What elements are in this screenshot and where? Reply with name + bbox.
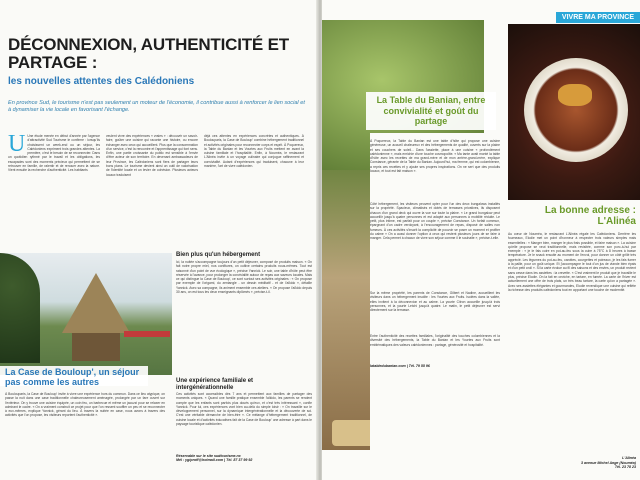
plate-shape [524,58,628,162]
box-bien-title: Bien plus qu'un hébergement [176,252,261,258]
alinea-address-block [508,456,636,470]
banian-title: La Table du Banian, entre convivialité et goût du partage [376,95,486,126]
garnish-shape [558,84,592,106]
left-page [0,0,318,480]
tree-shape [0,253,40,363]
hut-base [72,333,120,361]
case-caption-box [0,366,148,386]
box-bien [176,252,312,374]
box-bien-text: Ici, la nuitée s'accompagne toujours d'un petit déjeuner, composé de produits maison. « On fait notre propre miel, nos confitures, on cultive certains produits nous-mêmes. Tout est raisonné d'un point de vue écologique », précise Yannick. Le soir, une table d'hôte peut être réservée à l'avance, pour prolonger la convivialité autour de repas aux saveurs locales. Mais ce qui distingue la Case de Bouloup', ce sont surtout ses activités originales : « On propose par exemple de l'origami, du zentangle - un dessin méditatif - et de l'aïkido », détaille Yannick. Avec sa compagne, ils animent ensemble ces ateliers. « On propose l'aïkido depuis 30 ans, on est tous les deux enseignants diplômés », précise-t-il. [176,260,312,295]
alinea-sign: L'Alinéa [622,456,636,460]
box-familiale [176,378,312,478]
alinea-text: Au cœur de Nouméa, le restaurant L'Alinéa régale les Calédoniens. Derrière les fourneaux, Elodie met un point d'honneur à respecter trois valeurs simples mais essentielles : « Manger bien, manger le plus frais possible, et faire maison ». La cuisine qu'elle propose se veut traditionnelle, mais revisitée, comme son porc-à-hui par exemple : « je le fais cuire en pot-au-feu sous la cuire à 75°C à 8 heures à basse température. Je le snack ensuite au moment de l'envoi, pour donner un côté grillé très apprécié. Les légumes du pot-au-feu, carottes, courgettes et poireaux, je les fais fumer à la paille, pour un goût unique. Et j'accompagne le tout d'un jus de viande bien épais et d'un petit croll ». Si la carte évolue au fil des saisons et des envies, un produit revient sans cesse dans les assiettes : la crevette. « C'est vraiment le produit que je travaille le plus, précise Elodie. On la fait en ceviche, en tartare, en fumée. La carte de l'hiver est actuellement une offre de trois plats, un très beau tartare, la carte qu'on a partagée ». Avec ses assiettes élégantes et gourmandes, Elodie revendique une cuisine qui reflète la richesse des produits calédoniens tout en apportant une touche de modernité. [508,232,636,292]
article-col-1: U Une étude menée en début d'année par l'agence d'attractivité Sud Tourisme le confirme : lorsqu'ils choisissent un week-end ou un séjour, les Calédoniens expriment trois grandes attentes. La première, c'est le besoin de se reconnecter. Dans un quotidien rythmé par le travail et les obligations, les escapades sont des moments précieux qui permettent de se retrouver en famille, de ralentir et de renouer avec la nature. Vient ensuite la recherche d'authenticité. Les habitants [8,134,100,173]
banian-title-box [366,92,496,130]
banian-text-2: Côté hébergement, les visiteurs peuvent opter pour l'un des deux bungalows installés sur la propriété. Spacieux, climatisés et dotés de terrasses privatives, ils disposent chacun d'un grand deck qui ouvre la vue sur toute la plaine. « Le grand bungalow peut accueillir jusqu'à quatre personnes et est adapté aux personnes à mobilité réduite. Le petit, plus intime, est parfait pour un couple », précise Constance. Un forfait commun, épargnant d'un cadre verdoyant, à l'encouragement de repas, disposé de salles non fumeurs. À ces activités s'inscrit la complicité de pouvoir se poser un moment et profiter du calme « On a aussi donner l'option à ceux qui restent plusieurs jours de se faire à manger. Cela permet à chacun de vivre son séjour comme il le souhaite », précise-t-elle. [370,202,500,241]
hut-roof [62,273,130,333]
alinea-photo [508,24,640,200]
alinea-title: La bonne adresse : L'Alinéa [544,205,636,227]
box-familiale-reserve: Réservable sur le site sudtourisme.nc [176,454,241,458]
cloth-strip [124,331,170,337]
article-col-2: veulent vivre des expériences « vraies » : découvrir un savoir-faire, goûter une cuisine qui raconte une histoire, ou encore échanger avec ceux qui accueillent. Plus que la consommation d'un service, c'est la rencontre et l'apprentissage qui font sens. Enfin, une partie croissante du public est sensible à l'envie d'être acteur de son territoire. En devenant ambassadeurs de leur Province, les Calédoniens sont fiers de partager leurs bons plans. Le tourisme devient ainsi un outil de valorisation de l'identité locale et un levier de cohésion. Plusieurs acteurs locaux traduisent [106,134,198,177]
drop-cap: U [8,134,26,157]
article-col-3: déjà ces attentes en expériences concrètes et authentiques. À Boulouparis, la Case de Bouloup' combine hébergement traditionnel et activités originales pour reconnecter corps et esprit. À Poquereux, la Table du Banian et les Vourtes aux Fruits mettent en avant la cuisine familiale et l'hospitalité. Enfin, à Nouméa, le restaurant L'Alinéa invite à un voyage culinaire qui conjugue raffinement et convivialité. Autant d'expériences qui traduisent, chacune à leur manière, l'art de vivre calédonien. [204,134,304,169]
article-title: DÉCONNEXION, AUTHENTICITÉ ET PARTAGE : [8,35,289,72]
article-subtitle: les nouvelles attentes des Calédoniens [8,76,195,87]
banian-text-1: À Poquereux, la Table du Banian est une table d'hôte qui propose une cuisine généreuse, un accueil chaleureux et des hébergements de qualité, ouverts sur la plaine et ses couchers de soleil... Dans l'assiette, place à une cuisine « profondément calédonienne », mais enrichie d'une touche cosmopolite. « Ma tante avait monté la table d'hôte avec les recettes de ma grand-mère et de mon arrière-grand-mère, explique Constance, gérante de la Table du Banian. Aujourd'hui, ma femme, qui est colombienne, a repris ces recettes et y ajoute ses propres inspirations. On ne sert que des produits locaux, et tout est fait maison ». [370,139,500,174]
banian-contact: latabledubanian.com | Tél. 79 55 96 [370,364,430,368]
case-photo [0,253,172,375]
case-text: À Boulouparis, la Case de Bouloup' invite à vivre une expérience hors du commun. Dans ce lieu atypique, on passe la nuit dans une case traditionnelle chaleureusement aménagée, prolongée par un fare ouvert sur l'extérieur. On y trouve une cuisine équipée, un coin feu, un barbecue et même un jacuzzi pour se relaxer en admirant le cadre. « On a vraiment construit ce projet pour que l'on ressent souffler un peu et se reconnecter à eux-mêmes, explique Yannick, gérant du lieu. À travers la nuitée en case, nous avons à travers des activités que l'on propose, les visiteurs reportent l'authenticité ». [5,392,165,418]
box-familiale-title: Une expérience familiale et intergénérationnelle [176,378,254,391]
banian-text-col [370,133,500,478]
section-tag: VIVRE MA PROVINCE [556,12,640,23]
alinea-phone: Tél. 23 78 23 [614,465,636,470]
case-title: La Case de Bouloup', un séjour pas comme les autres [5,367,140,387]
box-familiale-contact: Mél : ygiproff@hotmail.com | Tél. 87 37 99 92 [176,458,253,462]
box-familiale-text: Ces activités sont accessibles dès 7 ans et permettent aux familles de partager des moments uniques. « Quand une famille pratique ensemble l'aïkido, les parents se rendent compte que les enfants sont parfois plus doués qu'eux, et c'est très intéressant », confie Yannick. Pour lui, ces expériences vont bien au-delà du simple loisir : « On travaille sur le développement personnel, sur la dynamique intergénérationnelle et la découverte de soi. C'est une véritable démarche de bien-être ». Ce mélange d'hébergement traditionnel, de cuisine locale et d'activités éducatives fait de la Case de Bouloup' une adresse à part dans le paysage touristique calédonien. [176,392,312,427]
banian-text-4: Entre l'authenticité des recettes familiales, l'originalité des touches colombiennes et la diversité des hébergements, la Table du Banian et les Yourtes aux Fruits sont emblématiques des valeurs calédoniennes : partage, générosité et hospitalité. [370,334,500,347]
article-lead: En province Sud, le tourisme n'est pas seulement un moteur de l'économie, il contribue aussi à renforcer le lien social et à dynamiser la vie locale en favorisant l'échange. [8,100,305,113]
right-page [322,0,640,480]
alinea-address: 3 avenue Michel Ange (Nouméa) [581,460,636,465]
banian-text-3: Sur la même propriété, les parents de Constance, Gilbert et Nadine, accueillent les visiteurs dans un hébergement insolite : les Yourtes aux Fruits. Isolées dans la vallée, elles invitent à la déconnexion et au calme. La yourte Citron accueille jusqu'à trois personnes, et la yourte Letchi jusqu'à quatre. Le matin, le petit déjeuner est servi directement sur la terrasse. [370,291,500,313]
